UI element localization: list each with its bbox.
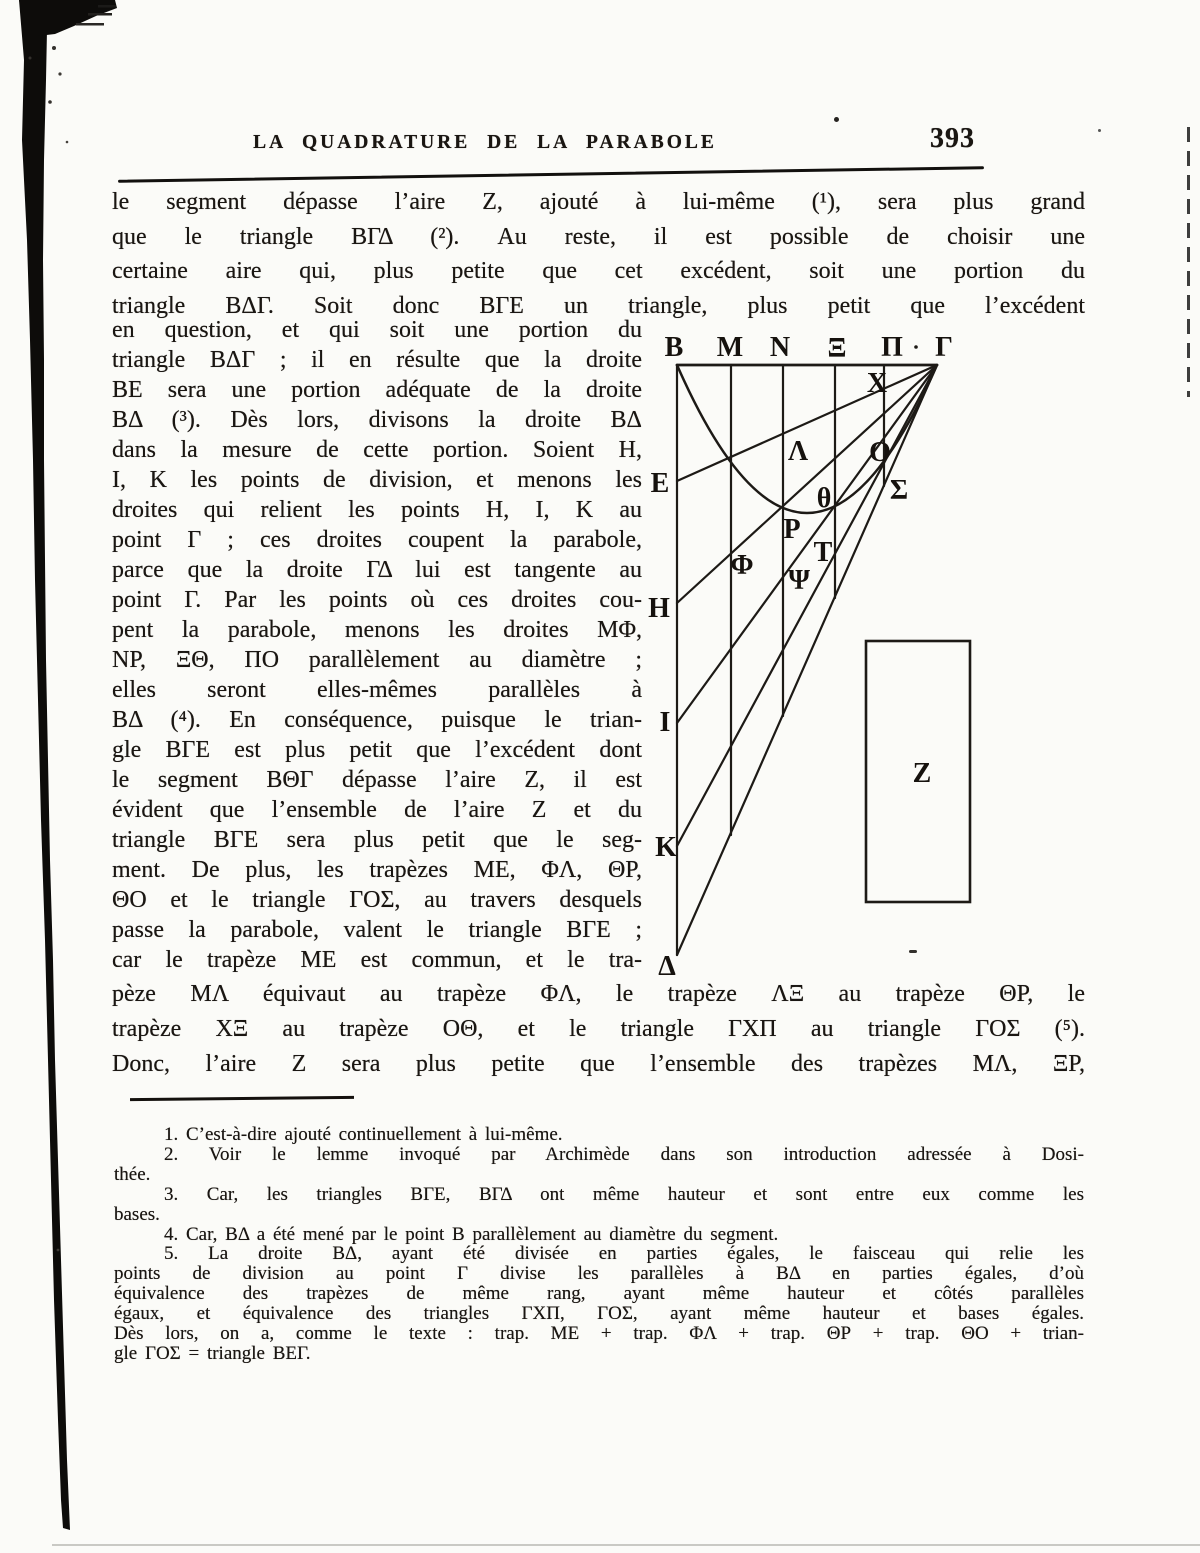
page-bottom-edge <box>52 1544 1200 1546</box>
footnote-line: thée. <box>114 1163 151 1185</box>
footnote-line: équivalence des trapèzes de même rang, ayant même hauteur et côtés parallèles <box>114 1283 1084 1305</box>
figure-label-B: B <box>664 332 684 363</box>
body-text-line: le segment dépasse l’aire Z, ajouté à lui-même (¹), sera plus grand <box>112 189 1085 215</box>
binding-speck <box>29 57 32 60</box>
footnote-line: points de division au point Γ divise les parallèles à ΒΔ en parties égales, d’où <box>114 1263 1084 1285</box>
body-text-line: ΒΔ (³). Dès lors, divisons la droite ΒΔ <box>112 407 642 433</box>
figure-speck-dot <box>914 345 918 349</box>
figure-label-H: H <box>648 593 670 624</box>
figure-label-Ξ: Ξ <box>827 333 847 364</box>
body-text-line: droites qui relient les points H, I, K au <box>112 497 642 523</box>
body-text-line: trapèze ΧΞ au trapèze ΟΘ, et le triangle ΓΧΠ au triangle ΓΟΣ (⁵). <box>112 1016 1085 1042</box>
figure-label-Φ: Φ <box>730 550 754 581</box>
figure-label-I: I <box>659 707 671 738</box>
body-text-line: Donc, l’aire Z sera plus petite que l’ensemble des trapèzes ΜΛ, ΞΡ, <box>112 1051 1085 1077</box>
body-text-line: pèze ΜΛ équivaut au trapèze ΦΛ, le trapèze ΛΞ au trapèze ΘΡ, le <box>112 981 1085 1007</box>
footnote-line: gle ΓΟΣ = triangle ΒΕΓ. <box>114 1342 311 1364</box>
binding-speck <box>57 1249 60 1252</box>
binding-speck <box>58 72 61 75</box>
body-text-line: passe la parabole, valent le triangle ΒΓΕ ; <box>112 917 642 943</box>
body-text-line: ΝΡ, ΞΘ, ΠΟ parallèlement au diamètre ; <box>112 647 642 673</box>
ink-speck <box>909 950 917 953</box>
figure-label-Z: Z <box>912 758 932 789</box>
figure-label-M: M <box>716 332 744 363</box>
body-text-line: pent la parabole, menons les droites ΜΦ, <box>112 617 642 643</box>
footnote-line: 1. C’est-à-dire ajouté continuellement à lui-même. <box>164 1124 563 1145</box>
body-text-line: parce que la droite ΓΔ lui est tangente au <box>112 557 642 583</box>
header-rule <box>118 166 984 183</box>
body-text-line: triangle ΒΓΕ sera plus petit que le seg- <box>112 827 642 853</box>
figure-label-Λ: Λ <box>787 436 809 467</box>
figure-label-P: P <box>783 514 801 545</box>
figure-label-Γ: Γ <box>935 332 953 363</box>
figure-label-N: N <box>769 332 791 363</box>
ink-speck <box>1098 129 1101 132</box>
binding-speck <box>66 141 69 144</box>
gutter-shadow <box>0 0 130 1553</box>
body-text-line: car le trapèze ΜΕ est commun, et le tra- <box>112 947 642 973</box>
figure-label-T: T <box>813 537 833 568</box>
body-text-line: triangle ΒΔΓ ; il en résulte que la droite <box>112 347 642 373</box>
body-text-bottom <box>112 977 1085 1082</box>
body-text-line: le segment ΒΘΓ dépasse l’aire Z, il est <box>112 767 642 793</box>
footnote-line: Dès lors, on a, comme le texte : trap. ΜΕ + trap. ΦΛ + trap. ΘΡ + trap. ΘΟ + trian- <box>114 1323 1084 1345</box>
footnote-rule <box>130 1096 354 1101</box>
body-text-line: ΘΟ et le triangle ΓΟΣ, au travers desquels <box>112 887 642 913</box>
binding-streak <box>98 5 116 8</box>
body-text-line: BE sera une portion adéquate de la droite <box>112 377 642 403</box>
body-text-line: certaine aire qui, plus petite que cet excédent, soit une portion du <box>112 258 1085 285</box>
page-edge-bleed-mark <box>1187 127 1190 397</box>
body-text-line: en question, et qui soit une portion du <box>112 317 642 343</box>
footnote-line: 2. Voir le lemme invoqué par Archimède dans son introduction adressée à Dosi- <box>164 1143 1084 1165</box>
body-text-line: gle ΒΓΕ est plus petit que l’excédent dont <box>112 737 642 763</box>
binding-streak <box>88 13 112 16</box>
figure-label-θ: θ <box>816 483 832 514</box>
footnote-line: 5. La droite ΒΔ, ayant été divisée en parties égales, le faisceau qui relie les <box>164 1243 1084 1265</box>
figure-label-E: E <box>650 468 670 499</box>
body-text-top <box>112 185 1085 323</box>
binding-speck <box>52 46 56 50</box>
body-text-line: dans la mesure de cette portion. Soient H, <box>112 437 642 463</box>
body-text-line: évident que l’ensemble de l’aire Z et du <box>112 797 642 823</box>
page-number: 393 <box>930 123 975 154</box>
figure-labels <box>648 332 953 982</box>
figure-lines <box>677 345 970 955</box>
running-title: LA QUADRATURE DE LA PARABOLE <box>253 132 717 153</box>
footnote-line: 4. Car, ΒΔ a été mené par le point B parallèlement au diamètre du segment. <box>164 1223 779 1245</box>
body-text-line: ΒΔ (⁴). En conséquence, puisque le trian- <box>112 707 642 733</box>
figure-label-O: O <box>869 437 891 468</box>
figure-label-Δ: Δ <box>658 951 676 982</box>
parabola-quadrature-figure <box>640 330 990 990</box>
body-text-line: triangle ΒΔΓ. Soit donc ΒΓΕ un triangle, plus petit que l’excédent <box>112 292 1085 319</box>
footnote-line: bases. <box>114 1203 160 1225</box>
figure-label-Ψ: Ψ <box>788 565 810 596</box>
binding-speck <box>48 100 52 104</box>
footnotes <box>114 1125 1084 1364</box>
body-text-line: que le triangle ΒΓΔ (²). Au reste, il est possible de choisir une <box>112 223 1085 250</box>
body-text-line: elles seront elles-mêmes parallèles à <box>112 677 642 703</box>
body-text-line: point Γ. Par les points où ces droites cou- <box>112 587 642 613</box>
footnote-line: égaux, et équivalence des triangles ΓΧΠ, ΓΟΣ, ayant même hauteur et bases égales. <box>114 1303 1084 1325</box>
binding-band <box>19 0 70 1530</box>
footnote-line: 3. Car, les triangles ΒΓΕ, ΒΓΔ ont même hauteur et sont entre eux comme les <box>164 1183 1084 1205</box>
body-text-line: I, K les points de division, et menons les <box>112 467 642 493</box>
figure-fan-line-Gamma-I <box>677 365 937 723</box>
figure-label-X: X <box>866 368 888 399</box>
figure-label-Σ: Σ <box>889 475 909 506</box>
body-text-line: ment. De plus, les trapèzes ΜΕ, ΦΛ, ΘΡ, <box>112 857 642 883</box>
binding-streak <box>76 23 104 26</box>
ink-speck <box>834 117 839 122</box>
figure-label-Π: Π <box>881 332 903 363</box>
figure-label-K: K <box>655 832 677 863</box>
body-text-line: point Γ ; ces droites coupent la parabole, <box>112 527 642 553</box>
body-text-wrapped-column <box>112 315 642 975</box>
